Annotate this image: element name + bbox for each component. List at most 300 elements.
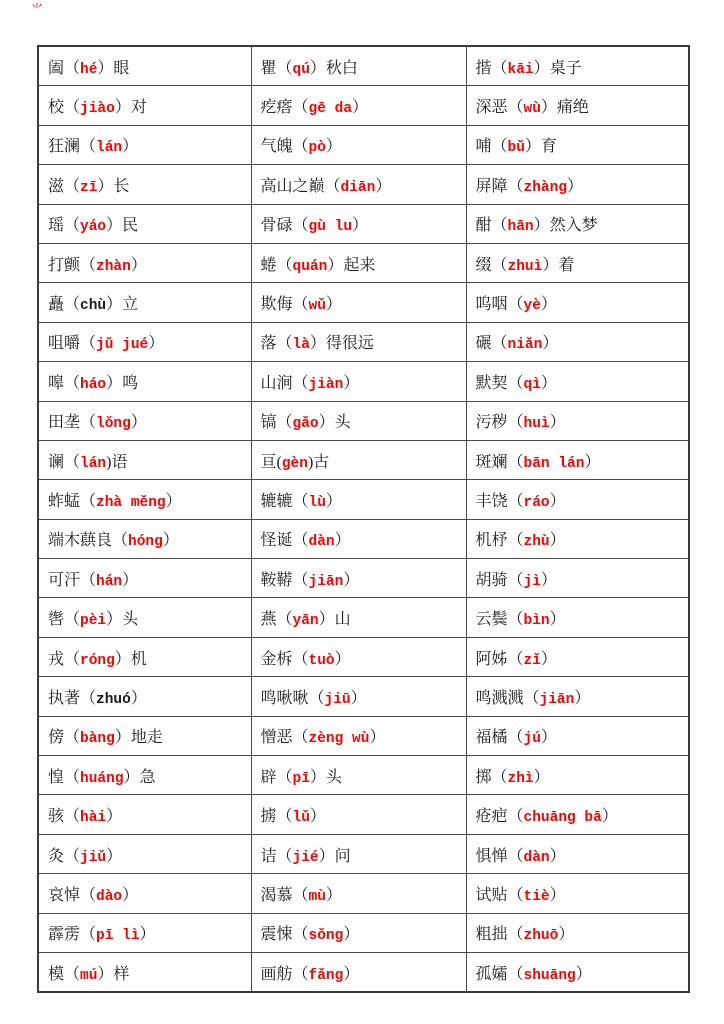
- hanzi-text: 气魄（: [260, 138, 309, 156]
- hanzi-text: 斑斓（: [475, 453, 524, 471]
- hanzi-text: 高山之巅（: [260, 177, 341, 195]
- pinyin-red-text: gē da: [308, 101, 353, 118]
- hanzi-text: 亘(: [260, 453, 282, 471]
- pinyin-red-text: huì: [523, 416, 550, 433]
- hanzi-text: 怪诞（: [260, 532, 309, 550]
- hanzi-text: 山涧（: [260, 374, 309, 392]
- hanzi-text: 鸣啾啾（: [260, 689, 325, 707]
- hanzi-text: 污秽（: [475, 414, 524, 432]
- pinyin-red-text: ráo: [523, 494, 550, 511]
- pinyin-red-text: là: [292, 337, 310, 354]
- hanzi-text: ）头: [309, 768, 342, 786]
- vocab-cell: [251, 874, 466, 913]
- vocab-cell: [38, 322, 251, 361]
- pinyin-red-text: zī: [80, 179, 98, 196]
- hanzi-text: 惶（: [48, 768, 81, 786]
- vocab-cell: [251, 677, 466, 716]
- pinyin-red-text: zhà měng: [96, 494, 166, 511]
- hanzi-text: 鸣溅溅（: [475, 689, 540, 707]
- vocab-cell: [38, 952, 251, 992]
- table-row: [38, 204, 689, 243]
- vocab-cell: [251, 401, 466, 440]
- hanzi-text: 辘辘（: [260, 492, 309, 510]
- table-row: [38, 283, 689, 322]
- vocab-cell: [466, 204, 689, 243]
- hanzi-text: ）眼: [97, 59, 130, 77]
- vocab-cell: [251, 559, 466, 598]
- pinyin-red-text: qú: [292, 61, 310, 78]
- vocab-cell: [251, 322, 466, 361]
- pinyin-red-text: zhuì: [507, 258, 543, 275]
- table-row: [38, 756, 689, 795]
- pinyin-red-text: hān: [507, 219, 534, 236]
- hanzi-text: ）山: [318, 611, 351, 629]
- hanzi-text: 惧惮（: [475, 847, 524, 865]
- hanzi-text: ）: [325, 138, 342, 156]
- pinyin-red-text: jiào: [80, 101, 115, 118]
- pinyin-red-text: lán: [96, 140, 123, 157]
- hanzi-text: 福橘（: [475, 729, 524, 747]
- hanzi-text: 诘（: [260, 847, 293, 865]
- hanzi-text: 灸（: [48, 847, 81, 865]
- hanzi-text: 缀（: [475, 256, 508, 274]
- vocab-cell: [38, 480, 251, 519]
- pinyin-red-text: lǒng: [96, 416, 131, 433]
- hanzi-text: ）: [567, 177, 584, 195]
- table-row: [38, 125, 689, 164]
- pinyin-black-text: chù: [80, 298, 107, 315]
- pinyin-red-text: jiǔ: [80, 849, 107, 866]
- hanzi-text: 渴慕（: [260, 886, 309, 904]
- hanzi-text: ）样: [97, 965, 130, 983]
- pinyin-red-text: bān lán: [523, 455, 585, 472]
- pinyin-red-text: gù lu: [308, 219, 353, 236]
- table-row: [38, 952, 689, 992]
- vocab-cell: [38, 125, 251, 164]
- hanzi-text: 碾（: [475, 335, 508, 353]
- table-row: [38, 46, 689, 86]
- vocab-cell: [38, 834, 251, 873]
- hanzi-text: )语: [106, 453, 128, 471]
- vocab-cell: [466, 519, 689, 558]
- hanzi-text: ）长: [97, 177, 130, 195]
- pinyin-red-text: lǔ: [292, 810, 310, 827]
- pinyin-red-text: jiàn: [308, 376, 344, 393]
- vocab-cell: [38, 440, 251, 479]
- hanzi-text: ）起来: [327, 256, 376, 274]
- hanzi-text: ）: [148, 335, 165, 353]
- pinyin-red-text: lù: [308, 494, 326, 511]
- pinyin-red-text: jiū: [324, 691, 351, 708]
- pinyin-black-text: zhuó: [96, 691, 131, 708]
- vocab-cell: [466, 716, 689, 755]
- pinyin-red-text: zhù: [523, 534, 550, 551]
- hanzi-text: ）地走: [114, 729, 163, 747]
- hanzi-text: ）: [334, 532, 351, 550]
- hanzi-text: 咀嚼（: [48, 335, 97, 353]
- pinyin-red-text: jié: [292, 849, 319, 866]
- hanzi-text: ）: [122, 571, 139, 589]
- vocab-cell: [251, 243, 466, 282]
- vocab-cell: [38, 283, 251, 322]
- hanzi-text: 孤孀（: [475, 965, 524, 983]
- vocab-cell: [251, 440, 466, 479]
- vocab-cell: [466, 637, 689, 676]
- hanzi-text: ）民: [106, 217, 139, 235]
- hanzi-text: ）: [549, 414, 566, 432]
- vocab-cell: [251, 716, 466, 755]
- table-row: [38, 480, 689, 519]
- hanzi-text: 鞍鞯（: [260, 571, 309, 589]
- hanzi-text: ）: [375, 177, 392, 195]
- pinyin-red-text: yān: [292, 613, 319, 630]
- pinyin-red-text: yè: [523, 298, 541, 315]
- vocab-cell: [466, 401, 689, 440]
- hanzi-text: ）: [352, 99, 369, 117]
- hanzi-text: ）: [574, 689, 591, 707]
- pinyin-red-text: bàng: [80, 731, 115, 748]
- hanzi-text: 戎（: [48, 650, 81, 668]
- vocab-cell: [466, 598, 689, 637]
- hanzi-text: 深恶（: [475, 99, 524, 117]
- table-body: [38, 46, 689, 992]
- vocab-cell: [38, 401, 251, 440]
- vocab-cell: [251, 204, 466, 243]
- pinyin-red-text: pò: [308, 140, 326, 157]
- hanzi-text: ）: [540, 296, 557, 314]
- pinyin-red-text: háo: [80, 376, 107, 393]
- vocab-cell: [38, 913, 251, 952]
- hanzi-text: 阿姊（: [475, 650, 524, 668]
- pinyin-red-text: lán: [80, 455, 107, 472]
- vocab-cell: [466, 165, 689, 204]
- hanzi-text: ）: [542, 335, 559, 353]
- hanzi-text: ）着: [542, 256, 575, 274]
- table-row: [38, 913, 689, 952]
- vocab-cell: [251, 834, 466, 873]
- pinyin-red-text: zèng wù: [308, 731, 370, 748]
- pinyin-red-text: kāi: [507, 61, 534, 78]
- pinyin-red-text: gǎo: [292, 416, 319, 433]
- vocab-cell: [38, 559, 251, 598]
- table-row: [38, 401, 689, 440]
- hanzi-text: ）: [343, 571, 360, 589]
- vocab-cell: [38, 716, 251, 755]
- vocab-cell: [38, 598, 251, 637]
- vocab-cell: [466, 677, 689, 716]
- hanzi-text: ）: [130, 689, 147, 707]
- hanzi-text: ）: [549, 886, 566, 904]
- hanzi-text: 落（: [260, 335, 293, 353]
- pinyin-red-text: zhuō: [523, 928, 559, 945]
- hanzi-text: ）痛绝: [540, 99, 589, 117]
- vocab-cell: [466, 243, 689, 282]
- pinyin-red-text: bǔ: [507, 140, 525, 157]
- table-row: [38, 165, 689, 204]
- hanzi-text: ）: [533, 768, 550, 786]
- hanzi-text: ）: [549, 532, 566, 550]
- hanzi-text: 机杼（: [475, 532, 524, 550]
- pinyin-red-text: pī: [292, 770, 310, 787]
- pinyin-red-text: sǒng: [308, 928, 344, 945]
- hanzi-text: 哺（: [475, 138, 508, 156]
- pinyin-red-text: zhì: [507, 770, 534, 787]
- hanzi-text: ）桌子: [533, 59, 582, 77]
- hanzi-text: ）: [139, 926, 156, 944]
- hanzi-text: ）: [343, 965, 360, 983]
- hanzi-text: ）急: [123, 768, 156, 786]
- pinyin-red-text: chuāng bā: [523, 810, 602, 827]
- hanzi-text: ）: [343, 926, 360, 944]
- vocab-cell: [466, 362, 689, 401]
- pinyin-red-text: jiān: [539, 691, 575, 708]
- vocab-cell: [38, 362, 251, 401]
- vocab-cell: [251, 952, 466, 992]
- hanzi-text: ）: [325, 492, 342, 510]
- vocab-cell: [251, 519, 466, 558]
- pinyin-red-text: fǎng: [308, 967, 344, 984]
- table-row: [38, 243, 689, 282]
- table-row: [38, 795, 689, 834]
- pinyin-red-text: diān: [340, 179, 376, 196]
- vocab-cell: [466, 86, 689, 125]
- pinyin-red-text: hóng: [128, 534, 163, 551]
- hanzi-text: ）: [584, 453, 601, 471]
- hanzi-text: 掷（: [475, 768, 508, 786]
- pinyin-red-text: wù: [523, 101, 541, 118]
- hanzi-text: 田垄（: [48, 414, 97, 432]
- table-row: [38, 440, 689, 479]
- hanzi-text: 谰（: [48, 453, 81, 471]
- vocab-cell: [38, 519, 251, 558]
- hanzi-text: 胡骑（: [475, 571, 524, 589]
- hanzi-text: 打颤（: [48, 256, 97, 274]
- vocab-cell: [251, 480, 466, 519]
- pinyin-red-text: huáng: [80, 770, 124, 787]
- hanzi-text: ）: [106, 808, 123, 826]
- hanzi-text: 辔（: [48, 611, 81, 629]
- hanzi-text: ）: [540, 729, 557, 747]
- pinyin-red-text: zhàn: [96, 258, 131, 275]
- pinyin-red-text: zhàng: [523, 179, 568, 196]
- hanzi-text: ）鸣: [106, 374, 139, 392]
- vocab-cell: [38, 86, 251, 125]
- vocab-cell: [38, 204, 251, 243]
- hanzi-text: ）: [130, 256, 147, 274]
- table-row: [38, 598, 689, 637]
- vocab-cell: [38, 795, 251, 834]
- vocabulary-pinyin-table: [37, 45, 690, 993]
- hanzi-text: ）: [122, 138, 139, 156]
- vocab-cell: [251, 913, 466, 952]
- pinyin-red-text: zǐ: [523, 652, 541, 669]
- hanzi-text: ）得很远: [309, 335, 374, 353]
- hanzi-text: 镐（: [260, 414, 293, 432]
- pinyin-red-text: jú: [523, 731, 541, 748]
- vocab-cell: [251, 165, 466, 204]
- hanzi-text: 粗拙（: [475, 926, 524, 944]
- hanzi-text: 欺侮（: [260, 296, 309, 314]
- hanzi-text: ）: [165, 492, 182, 510]
- pinyin-red-text: pèi: [80, 613, 107, 630]
- pinyin-red-text: tiè: [523, 888, 550, 905]
- table-row: [38, 519, 689, 558]
- hanzi-text: ）问: [318, 847, 351, 865]
- hanzi-text: ）: [540, 650, 557, 668]
- pinyin-red-text: dàn: [308, 534, 335, 551]
- pinyin-red-text: hé: [80, 61, 98, 78]
- hanzi-text: ）: [540, 571, 557, 589]
- hanzi-text: 矗（: [48, 296, 81, 314]
- pinyin-red-text: tuò: [308, 652, 335, 669]
- hanzi-text: 执著（: [48, 689, 97, 707]
- table-row: [38, 559, 689, 598]
- hanzi-text: 震悚（: [260, 926, 309, 944]
- pinyin-red-text: pī lì: [96, 928, 140, 945]
- hanzi-text: ）头: [318, 414, 351, 432]
- hanzi-text: 呜咽（: [475, 296, 524, 314]
- vocab-cell: [466, 46, 689, 86]
- vocab-cell: [466, 913, 689, 952]
- hanzi-text: ）: [325, 886, 342, 904]
- hanzi-text: 狂澜（: [48, 138, 97, 156]
- hanzi-text: ）: [549, 611, 566, 629]
- vocab-cell: [466, 952, 689, 992]
- vocab-cell: [466, 283, 689, 322]
- hanzi-text: ）: [122, 886, 139, 904]
- hanzi-text: 哀悼（: [48, 886, 97, 904]
- red-corner-mark: ⺌: [31, 2, 44, 16]
- hanzi-text: 试贴（: [475, 886, 524, 904]
- pinyin-red-text: jǔ jué: [96, 337, 149, 354]
- table-row: [38, 322, 689, 361]
- hanzi-text: ）: [558, 926, 575, 944]
- table-row: [38, 874, 689, 913]
- hanzi-text: 疙瘩（: [260, 99, 309, 117]
- vocab-cell: [466, 322, 689, 361]
- hanzi-text: 蚱蜢（: [48, 492, 97, 510]
- hanzi-text: 屏障（: [475, 177, 524, 195]
- hanzi-text: ）立: [106, 296, 139, 314]
- hanzi-text: ）头: [106, 611, 139, 629]
- hanzi-text: 默契（: [475, 374, 524, 392]
- hanzi-text: 霹雳（: [48, 926, 97, 944]
- hanzi-text: 校（: [48, 99, 81, 117]
- pinyin-red-text: qì: [523, 376, 541, 393]
- vocab-cell: [466, 125, 689, 164]
- hanzi-text: 揩（: [475, 59, 508, 77]
- vocab-cell: [38, 637, 251, 676]
- vocab-cell: [38, 46, 251, 86]
- hanzi-text: 骨碌（: [260, 217, 309, 235]
- hanzi-text: 滋（: [48, 177, 81, 195]
- hanzi-text: 酣（: [475, 217, 508, 235]
- pinyin-red-text: niǎn: [507, 337, 543, 354]
- pinyin-red-text: dàn: [523, 849, 550, 866]
- pinyin-red-text: jiān: [308, 573, 344, 590]
- table-row: [38, 86, 689, 125]
- vocab-cell: [251, 795, 466, 834]
- vocab-cell: [38, 756, 251, 795]
- hanzi-text: ）: [350, 689, 367, 707]
- hanzi-text: 阖（: [48, 59, 81, 77]
- hanzi-text: 疮疤（: [475, 808, 524, 826]
- hanzi-text: 模（: [48, 965, 81, 983]
- table-row: [38, 716, 689, 755]
- hanzi-text: 丰饶（: [475, 492, 524, 510]
- hanzi-text: ）: [325, 296, 342, 314]
- pinyin-red-text: róng: [80, 652, 115, 669]
- pinyin-red-text: quán: [292, 258, 328, 275]
- vocab-cell: [251, 756, 466, 795]
- hanzi-text: 云鬓（: [475, 611, 524, 629]
- hanzi-text: ）育: [524, 138, 557, 156]
- hanzi-text: ）对: [114, 99, 147, 117]
- hanzi-text: 燕（: [260, 611, 293, 629]
- hanzi-text: ）: [343, 374, 360, 392]
- hanzi-text: 骇（: [48, 808, 81, 826]
- hanzi-text: ）: [162, 532, 179, 550]
- hanzi-text: ）机: [114, 650, 147, 668]
- hanzi-text: ）然入梦: [533, 217, 598, 235]
- hanzi-text: 可汗（: [48, 571, 97, 589]
- hanzi-text: 画舫（: [260, 965, 309, 983]
- table-row: [38, 677, 689, 716]
- vocab-cell: [251, 598, 466, 637]
- vocab-cell: [38, 243, 251, 282]
- hanzi-text: 掳（: [260, 808, 293, 826]
- hanzi-text: ）: [334, 650, 351, 668]
- hanzi-text: 瞿（: [260, 59, 293, 77]
- vocab-cell: [251, 125, 466, 164]
- vocab-cell: [38, 677, 251, 716]
- hanzi-text: 端木蕻良（: [48, 532, 129, 550]
- hanzi-text: 瑶（: [48, 217, 81, 235]
- hanzi-text: ）: [540, 374, 557, 392]
- vocab-cell: [466, 795, 689, 834]
- table-row: [38, 834, 689, 873]
- pinyin-red-text: gèn: [281, 455, 308, 472]
- vocab-cell: [38, 874, 251, 913]
- vocab-cell: [466, 480, 689, 519]
- vocab-cell: [251, 86, 466, 125]
- vocab-cell: [251, 283, 466, 322]
- hanzi-text: 憎恶（: [260, 729, 309, 747]
- pinyin-red-text: yáo: [80, 219, 107, 236]
- vocab-cell: [251, 46, 466, 86]
- hanzi-text: ）: [549, 492, 566, 510]
- pinyin-red-text: hài: [80, 810, 107, 827]
- hanzi-text: ）: [309, 808, 326, 826]
- pinyin-red-text: bìn: [523, 613, 550, 630]
- hanzi-text: 辟（: [260, 768, 293, 786]
- vocab-cell: [466, 756, 689, 795]
- pinyin-red-text: hán: [96, 573, 123, 590]
- vocab-cell: [251, 362, 466, 401]
- hanzi-text: )古: [307, 453, 330, 471]
- table-row: [38, 362, 689, 401]
- pinyin-red-text: mú: [80, 967, 98, 984]
- vocab-cell: [38, 165, 251, 204]
- hanzi-text: ）: [369, 729, 386, 747]
- table-row: [38, 637, 689, 676]
- hanzi-text: ）: [549, 847, 566, 865]
- vocab-cell: [466, 874, 689, 913]
- hanzi-text: ）: [352, 217, 369, 235]
- vocab-cell: [251, 637, 466, 676]
- vocab-cell: [466, 440, 689, 479]
- vocab-cell: [466, 834, 689, 873]
